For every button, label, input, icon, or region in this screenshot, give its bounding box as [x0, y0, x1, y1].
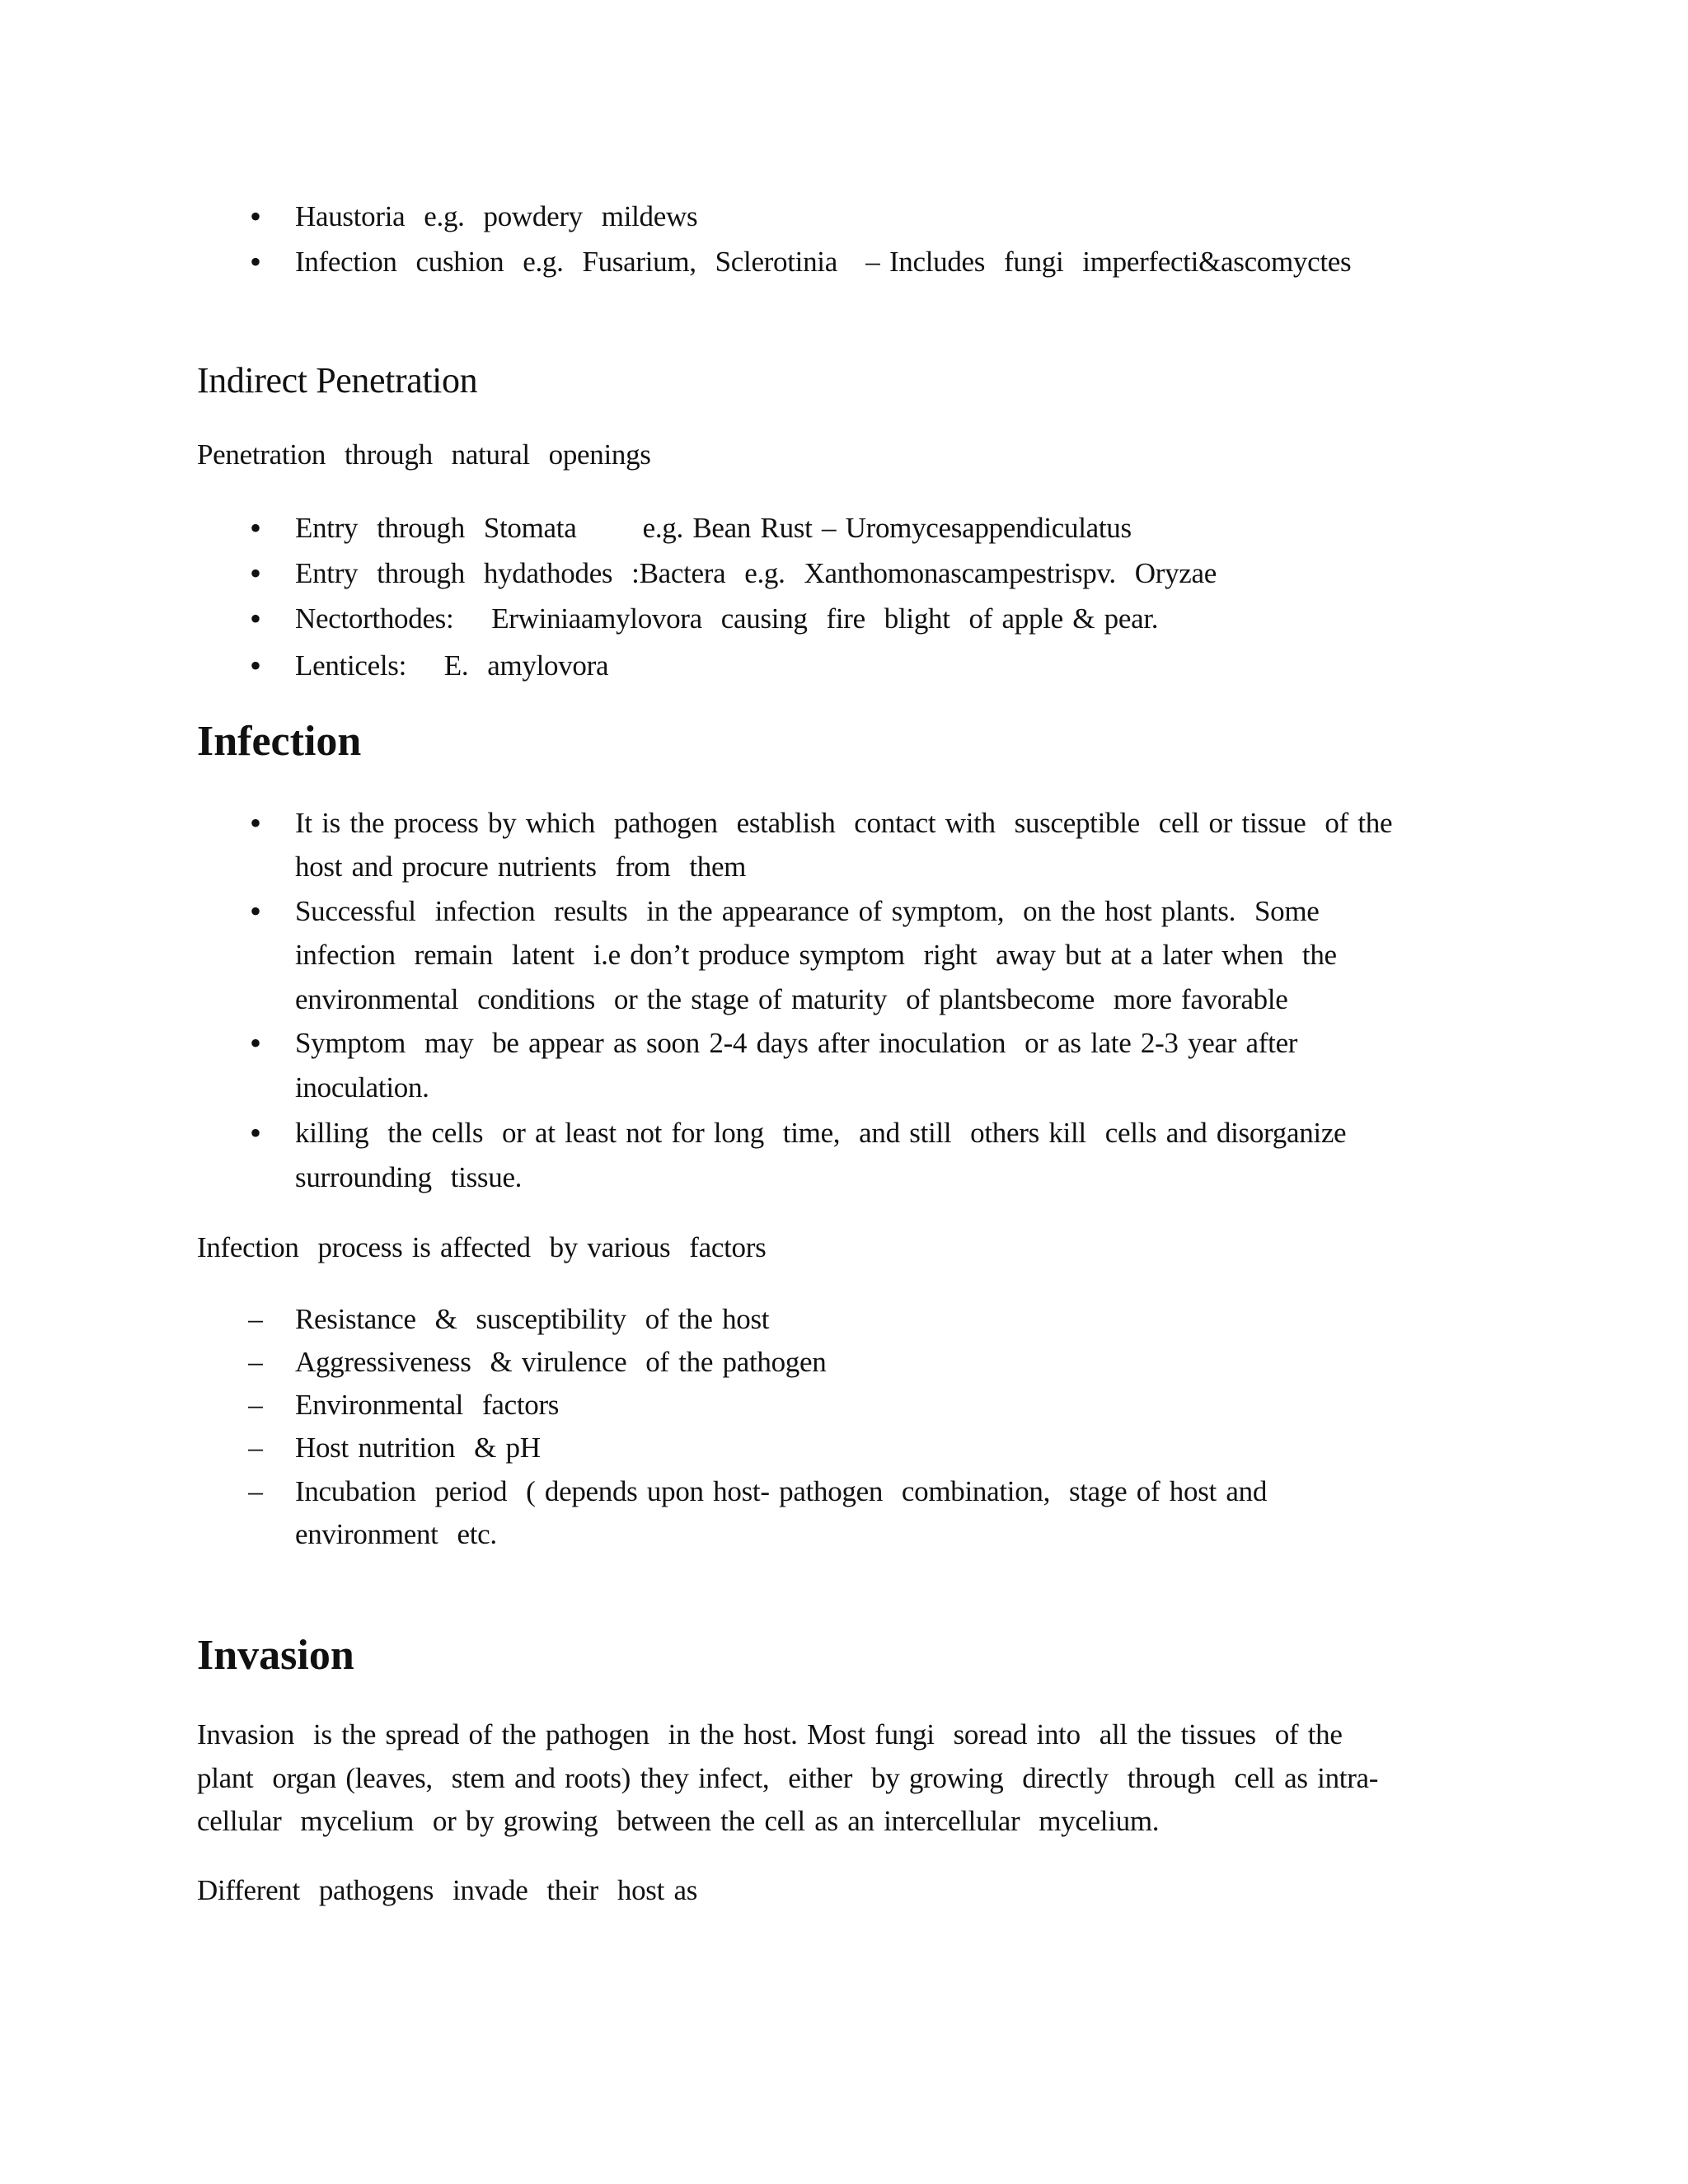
- factor-item: Environmental factors: [295, 1389, 560, 1421]
- dash-marker: –: [248, 1475, 263, 1507]
- bullet-marker: •: [249, 555, 261, 592]
- list-item-line: infection remain latent i.e don’t produce symptom right away but at a later when the: [295, 939, 1337, 971]
- bullet-marker: •: [249, 243, 261, 280]
- factor-item: Host nutrition & pH: [295, 1432, 541, 1464]
- bullet-marker: •: [249, 600, 261, 637]
- paragraph-line: plant organ (leaves, stem and roots) they infect, either by growing directly through cell as intra-: [197, 1762, 1379, 1794]
- dash-marker: –: [248, 1346, 263, 1378]
- dash-marker: –: [248, 1389, 263, 1421]
- list-item-line: environmental conditions or the stage of maturity of plantsbecome more favorable: [295, 983, 1288, 1015]
- factor-item: Aggressiveness & virulence of the pathogen: [295, 1346, 827, 1378]
- closing-text: Different pathogens invade their host as: [197, 1874, 698, 1906]
- list-item-line: host and procure nutrients from them: [295, 851, 747, 883]
- dash-marker: –: [248, 1432, 263, 1464]
- section-heading-indirect-penetration: Indirect Penetration: [197, 360, 478, 401]
- factor-item: environment etc.: [295, 1518, 497, 1550]
- list-item-line: killing the cells or at least not for long time, and still others kill cells and disorganize: [295, 1117, 1347, 1149]
- list-item-haustoria: Haustoria e.g. powdery mildews: [295, 200, 698, 232]
- list-item-hydathodes: Entry through hydathodes :Bactera e.g. Xanthomonascampestrispv. Oryzae: [295, 557, 1217, 589]
- list-item-line: Successful infection results in the appearance of symptom, on the host plants. Some: [295, 895, 1320, 927]
- list-item-line: It is the process by which pathogen establish contact with susceptible cell or tissue of the: [295, 807, 1393, 839]
- bullet-marker: •: [249, 647, 261, 684]
- paragraph-line: Invasion is the spread of the pathogen in the host. Most fungi soread into all the tissues of the: [197, 1718, 1343, 1750]
- bullet-marker: •: [249, 1114, 261, 1151]
- dash-marker: –: [248, 1303, 263, 1335]
- bullet-marker: •: [249, 509, 261, 546]
- bullet-marker: •: [249, 804, 261, 841]
- section-heading-infection: Infection: [197, 718, 362, 765]
- list-item-stomata: Entry through Stomata e.g. Bean Rust – Uromycesappendiculatus: [295, 512, 1132, 544]
- list-item-infection-cushion: Infection cushion e.g. Fusarium, Sclerotinia – Includes fungi imperfecti&ascomyctes: [295, 246, 1352, 278]
- factor-item: Incubation period ( depends upon host- pathogen combination, stage of host and: [295, 1475, 1268, 1507]
- section-heading-invasion: Invasion: [197, 1632, 354, 1679]
- list-item-line: Symptom may be appear as soon 2-4 days after inoculation or as late 2-3 year after: [295, 1027, 1298, 1059]
- bullet-marker: •: [249, 198, 261, 235]
- paragraph-line: cellular mycelium or by growing between the cell as an intercellular mycelium.: [197, 1805, 1160, 1837]
- bullet-marker: •: [249, 1024, 261, 1062]
- list-item-lenticels: Lenticels: E. amylovora: [295, 649, 609, 682]
- list-item-nectorthodes: Nectorthodes: Erwiniaamylovora causing fire blight of apple & pear.: [295, 602, 1159, 635]
- bullet-marker: •: [249, 893, 261, 930]
- list-item-line: inoculation.: [295, 1071, 429, 1104]
- factors-intro-text: Infection process is affected by various factors: [197, 1231, 767, 1263]
- indirect-intro-text: Penetration through natural openings: [197, 438, 651, 471]
- factor-item: Resistance & susceptibility of the host: [295, 1303, 770, 1335]
- list-item-line: surrounding tissue.: [295, 1161, 523, 1193]
